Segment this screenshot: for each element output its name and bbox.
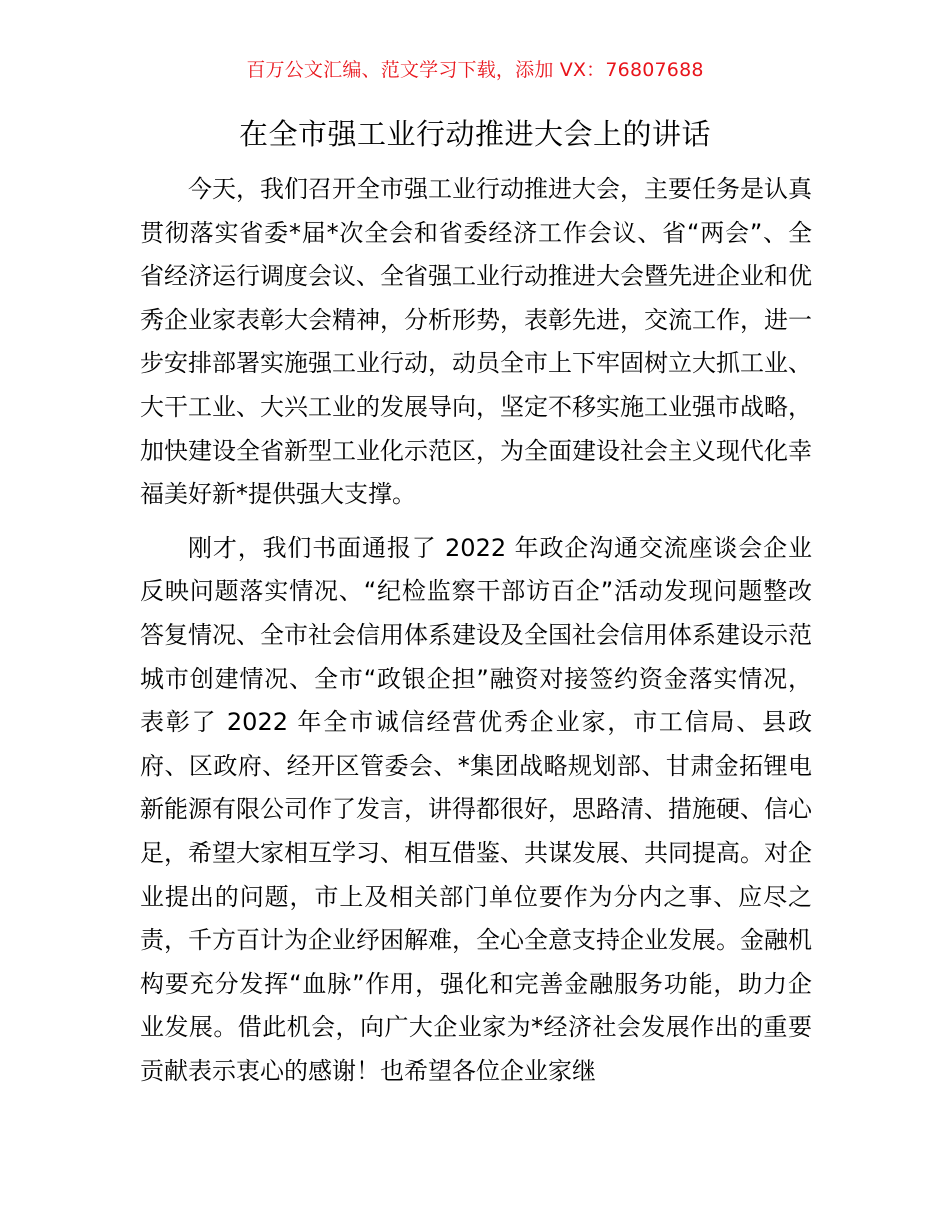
document-body: [140, 168, 812, 1093]
document-title: 在全市强工业行动推进大会上的讲话: [238, 117, 711, 151]
paragraph-2: 刚才，我们书面通报了 2022 年政企沟通交流座谈会企业反映问题落实情况、“纪检监察干部访百企”活动发现问题整改答复情况、全市社会信用体系建设及全国社会信用体系建设示范城市创建情况、全市“政银企担”融资对接签约资金落实情况，表彰了 2022 年全市诚信经营优秀企业家，市工信局、县政府、区政府、经开区管委会、*集团战略规划部、甘肃金拓锂电新能源有限公司作了发言，讲得都很好，思路清、措施硬、信心足，希望大家相互学习、相互借鉴、共谋发展、共同提高。对企业提出的问题，市上及相关部门单位要作为分内之事、应尽之责，千方百计为企业纾困解难，全心全意支持企业发展。金融机构要充分发挥“血脉”作用，强化和完善金融服务功能，助力企业发展。借此机会，向广大企业家为*经济社会发展作出的重要贡献表示衷心的感谢！也希望各位企业家继: [140, 533, 812, 1085]
header-banner: 百万公文汇编、范文学习下载，添加 VX：76807688: [246, 59, 704, 81]
paragraph-1: 今天，我们召开全市强工业行动推进大会，主要任务是认真贯彻落实省委*届*次全会和省委经济工作会议、省“两会”、全省经济运行调度会议、全省强工业行动推进大会暨先进企业和优秀企业家表彰大会精神，分析形势，表彰先进，交流工作，进一步安排部署实施强工业行动，动员全市上下牢固树立大抓工业、大干工业、大兴工业的发展导向，坚定不移实施工业强市战略，加快建设全省新型工业化示范区，为全面建设社会主义现代化幸福美好新*提供强大支撑。: [140, 175, 812, 509]
